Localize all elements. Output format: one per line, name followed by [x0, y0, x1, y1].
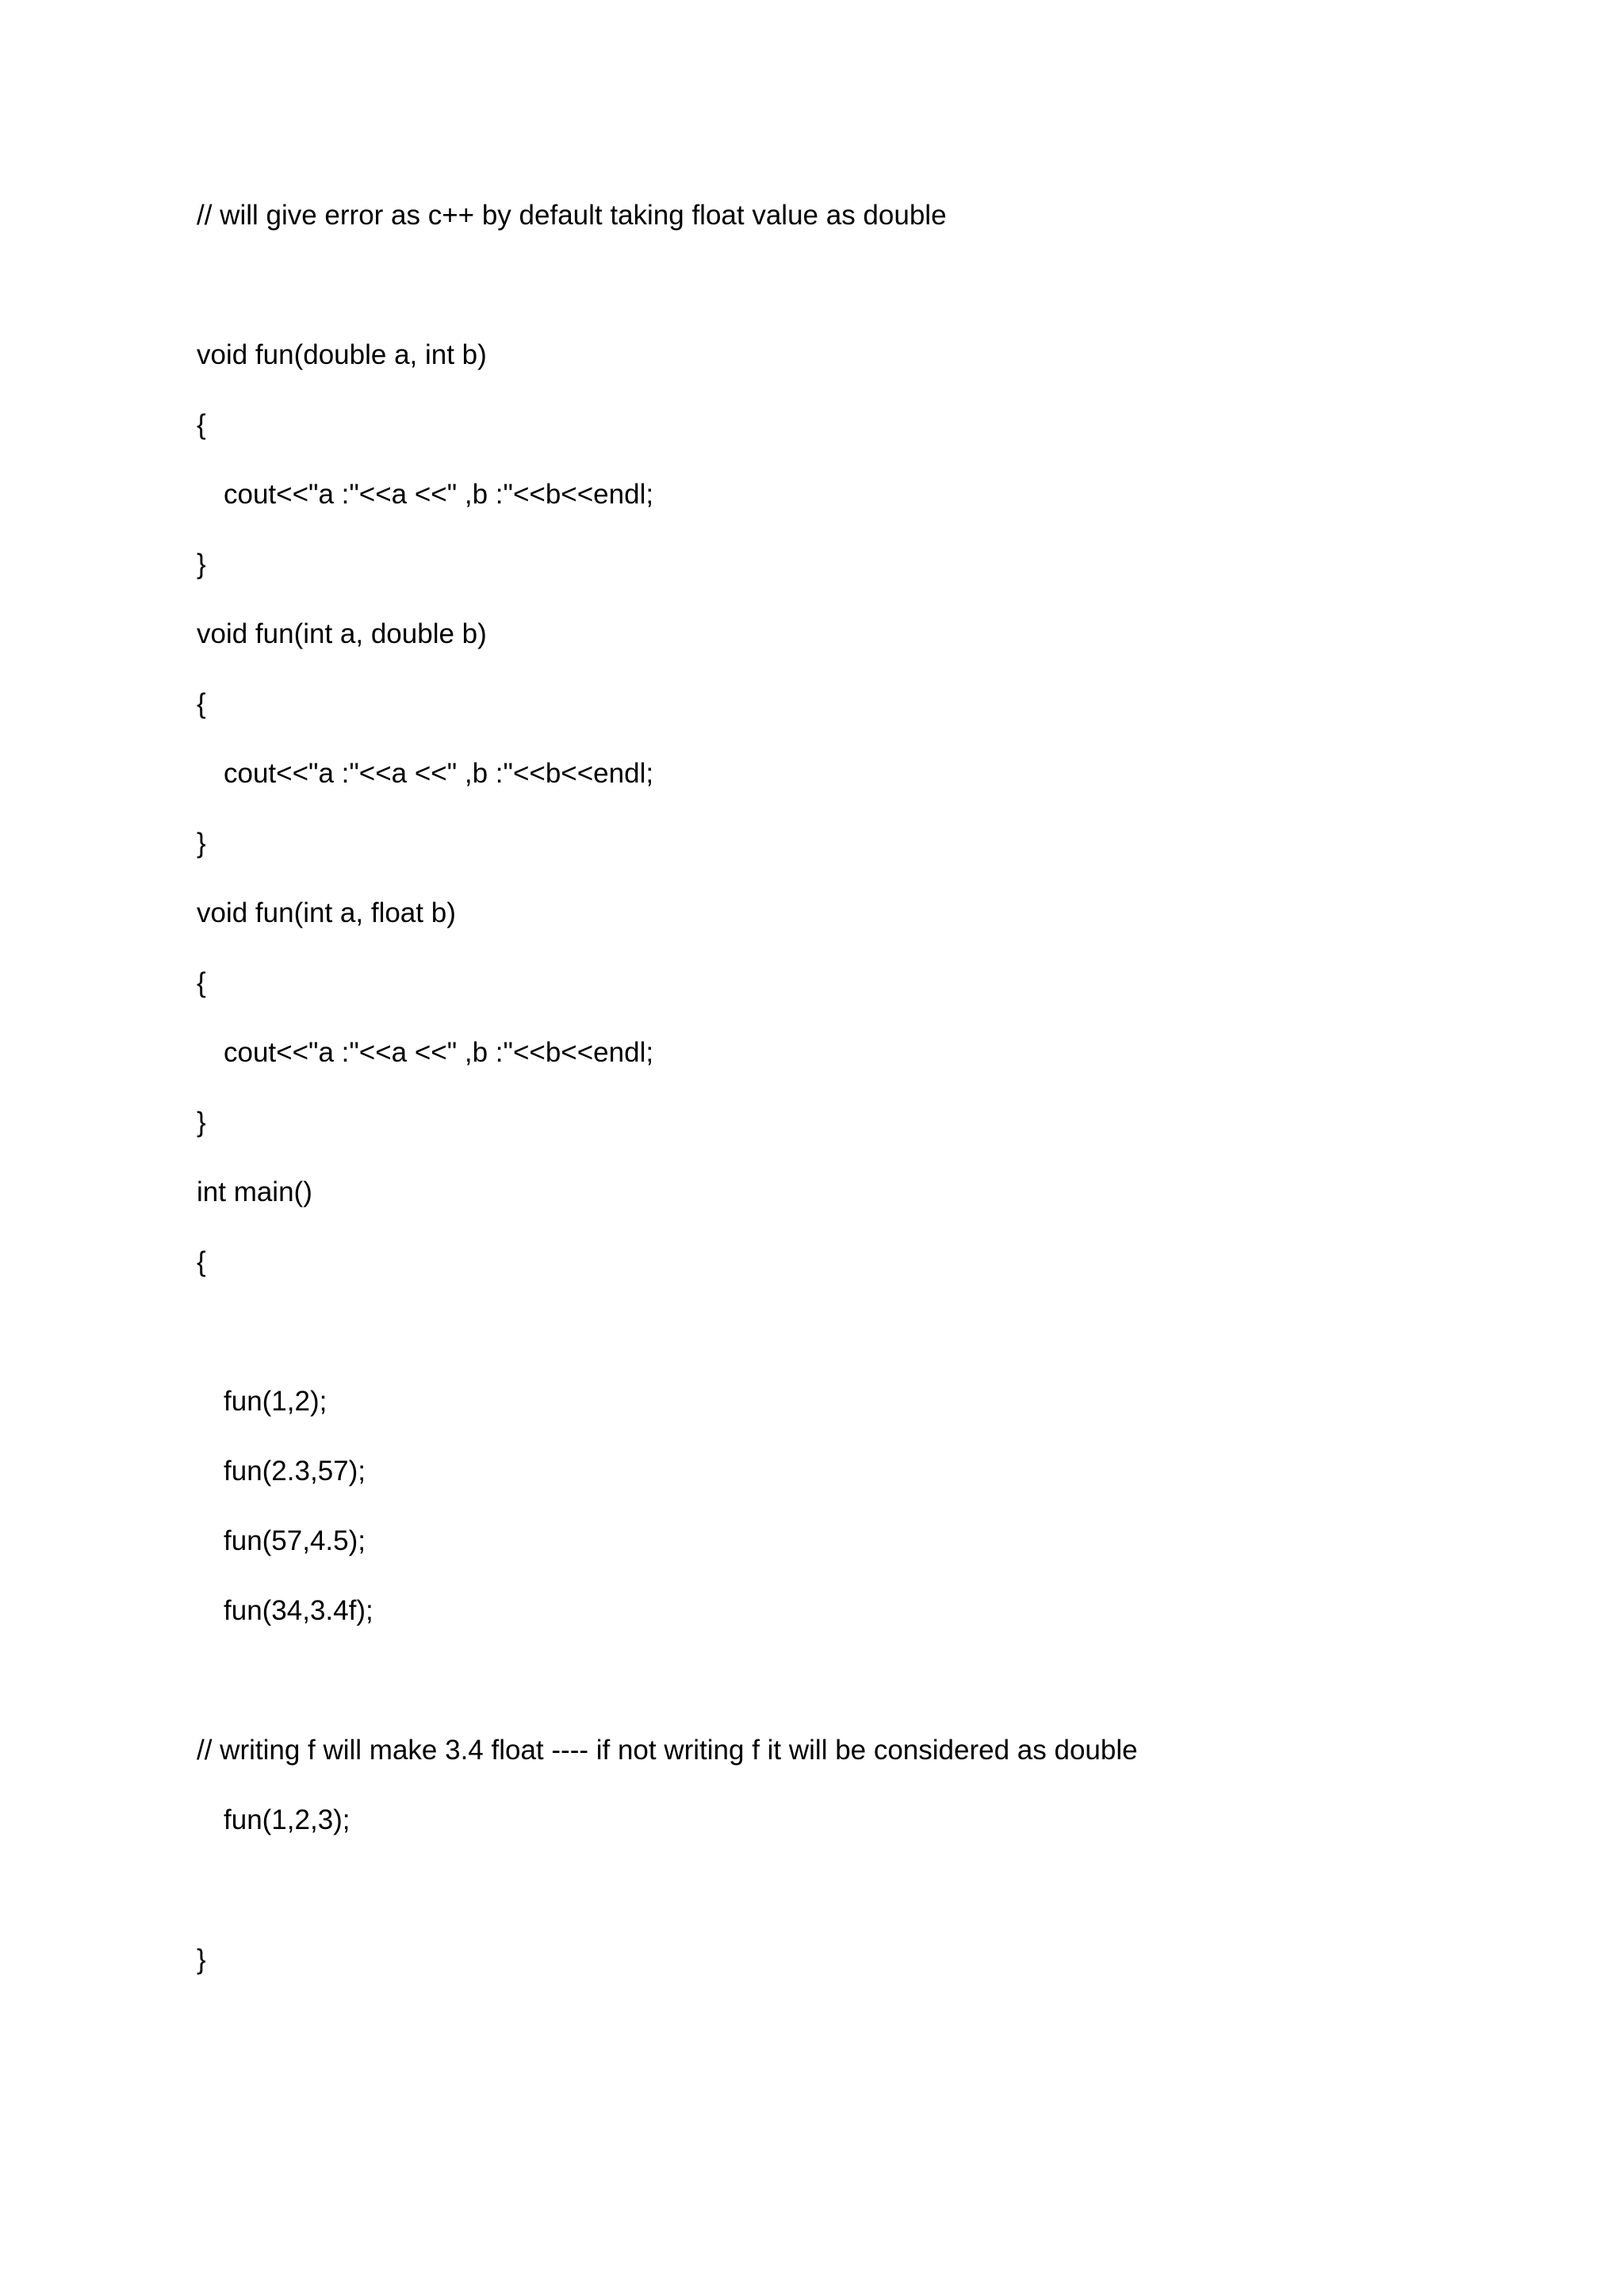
code-line-fun-int-float: void fun(int a, float b): [197, 897, 456, 928]
code-line-cout: cout<<"a :"<<a <<" ,b :"<<b<<endl;: [224, 758, 654, 789]
code-line-call: fun(34,3.4f);: [224, 1595, 373, 1626]
code-line-open-brace: {: [197, 688, 206, 719]
code-line-call: fun(57,4.5);: [224, 1525, 366, 1556]
code-line-close-brace: }: [197, 828, 206, 859]
code-line-close-brace: }: [197, 1107, 206, 1138]
code-line-cout: cout<<"a :"<<a <<" ,b :"<<b<<endl;: [224, 479, 654, 510]
code-line-open-brace: {: [197, 409, 206, 440]
code-line-call: fun(1,2,3);: [224, 1804, 350, 1835]
code-line-fun-double-int: void fun(double a, int b): [197, 339, 487, 370]
code-line-main: int main(): [197, 1177, 312, 1207]
code-line-call: fun(2.3,57);: [224, 1456, 366, 1487]
code-line-open-brace: {: [197, 1246, 206, 1277]
code-line-close-brace: }: [197, 1944, 206, 1975]
code-line-fun-int-double: void fun(int a, double b): [197, 618, 487, 649]
code-line-call: fun(1,2);: [224, 1386, 327, 1417]
code-line-cout: cout<<"a :"<<a <<" ,b :"<<b<<endl;: [224, 1037, 654, 1068]
comment-line-error: // will give error as c++ by default taking float value as double: [197, 200, 947, 231]
code-line-close-brace: }: [197, 549, 206, 580]
code-line-open-brace: {: [197, 967, 206, 998]
comment-line-float-suffix: // writing f will make 3.4 float ---- if not writing f it will be considered as double: [197, 1735, 1138, 1766]
